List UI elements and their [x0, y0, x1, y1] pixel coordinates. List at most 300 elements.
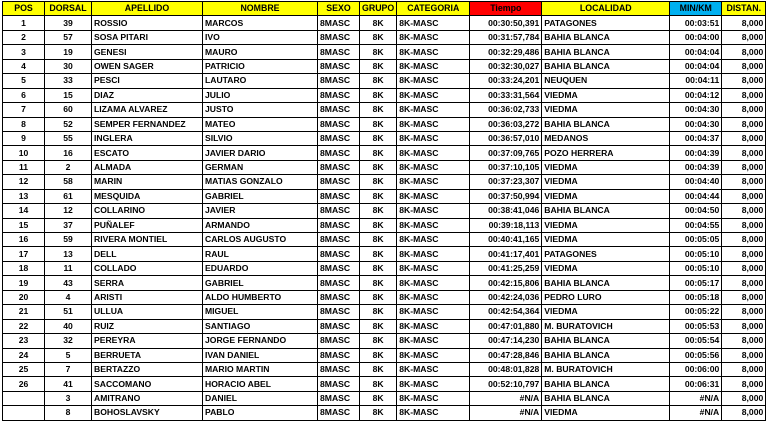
cell-categoria: 8K-MASC	[397, 74, 470, 88]
cell-apellido: ESCATO	[92, 146, 203, 160]
cell-dorsal: 3	[45, 391, 92, 405]
cell-sexo: 8MASC	[318, 276, 360, 290]
cell-nombre: ARMANDO	[203, 218, 318, 232]
cell-dorsal: 12	[45, 204, 92, 218]
cell-pos: 11	[3, 160, 45, 174]
cell-grupo: 8K	[360, 59, 397, 73]
cell-min-km: 00:06:31	[670, 377, 722, 391]
cell-pos: 3	[3, 45, 45, 59]
cell-categoria: 8K-MASC	[397, 131, 470, 145]
cell-min-km: 00:04:30	[670, 103, 722, 117]
cell-min-km: 00:04:39	[670, 160, 722, 174]
cell-sexo: 8MASC	[318, 45, 360, 59]
cell-apellido: ARISTI	[92, 290, 203, 304]
cell-localidad: POZO HERRERA	[542, 146, 670, 160]
cell-tiempo: 00:38:41,046	[470, 204, 542, 218]
cell-nombre: RAUL	[203, 247, 318, 261]
cell-apellido: DELL	[92, 247, 203, 261]
cell-sexo: 8MASC	[318, 160, 360, 174]
cell-pos: 15	[3, 218, 45, 232]
cell-tiempo: 00:37:10,105	[470, 160, 542, 174]
cell-nombre: JAVIER DARIO	[203, 146, 318, 160]
cell-min-km: 00:05:17	[670, 276, 722, 290]
cell-distancia: 8,000	[722, 146, 766, 160]
cell-localidad: MEDANOS	[542, 131, 670, 145]
cell-categoria: 8K-MASC	[397, 233, 470, 247]
cell-dorsal: 16	[45, 146, 92, 160]
cell-localidad: NEUQUEN	[542, 74, 670, 88]
cell-categoria: 8K-MASC	[397, 261, 470, 275]
cell-pos: 21	[3, 305, 45, 319]
cell-grupo: 8K	[360, 189, 397, 203]
table-row	[3, 175, 766, 189]
cell-apellido: LIZAMA ALVAREZ	[92, 103, 203, 117]
cell-apellido: ROSSIO	[92, 16, 203, 30]
cell-categoria: 8K-MASC	[397, 45, 470, 59]
cell-localidad: BAHIA BLANCA	[542, 59, 670, 73]
cell-localidad: BAHIA BLANCA	[542, 117, 670, 131]
cell-dorsal: 40	[45, 319, 92, 333]
cell-sexo: 8MASC	[318, 348, 360, 362]
cell-nombre: MIGUEL	[203, 305, 318, 319]
table-row	[3, 204, 766, 218]
cell-apellido: INGLERA	[92, 131, 203, 145]
cell-dorsal: 41	[45, 377, 92, 391]
cell-localidad: BAHIA BLANCA	[542, 204, 670, 218]
cell-nombre: SANTIAGO	[203, 319, 318, 333]
cell-categoria: 8K-MASC	[397, 362, 470, 376]
cell-nombre: MAURO	[203, 45, 318, 59]
cell-grupo: 8K	[360, 334, 397, 348]
cell-localidad: PATAGONES	[542, 247, 670, 261]
cell-apellido: ULLUA	[92, 305, 203, 319]
cell-pos: 25	[3, 362, 45, 376]
cell-min-km: 00:05:56	[670, 348, 722, 362]
cell-nombre: IVO	[203, 30, 318, 44]
cell-tiempo: 00:33:24,201	[470, 74, 542, 88]
table-row	[3, 319, 766, 333]
cell-sexo: 8MASC	[318, 74, 360, 88]
cell-distancia: 8,000	[722, 45, 766, 59]
cell-apellido: MARIN	[92, 175, 203, 189]
cell-distancia: 8,000	[722, 175, 766, 189]
cell-nombre: MATIAS GONZALO	[203, 175, 318, 189]
cell-grupo: 8K	[360, 117, 397, 131]
cell-tiempo: 00:36:57,010	[470, 131, 542, 145]
header-categoria: CATEGORIA	[397, 2, 470, 16]
table-row	[3, 146, 766, 160]
cell-dorsal: 4	[45, 290, 92, 304]
cell-distancia: 8,000	[722, 319, 766, 333]
cell-localidad: BAHIA BLANCA	[542, 391, 670, 405]
cell-distancia: 8,000	[722, 131, 766, 145]
cell-categoria: 8K-MASC	[397, 88, 470, 102]
cell-categoria: 8K-MASC	[397, 189, 470, 203]
cell-pos: 20	[3, 290, 45, 304]
cell-sexo: 8MASC	[318, 391, 360, 405]
cell-apellido: BOHOSLAVSKY	[92, 406, 203, 420]
cell-localidad: BAHIA BLANCA	[542, 45, 670, 59]
cell-pos: 12	[3, 175, 45, 189]
cell-apellido: BERRUETA	[92, 348, 203, 362]
cell-tiempo: 00:39:18,113	[470, 218, 542, 232]
cell-min-km: #N/A	[670, 406, 722, 420]
cell-nombre: GABRIEL	[203, 276, 318, 290]
cell-distancia: 8,000	[722, 276, 766, 290]
cell-dorsal: 32	[45, 334, 92, 348]
cell-dorsal: 5	[45, 348, 92, 362]
table-row	[3, 74, 766, 88]
cell-tiempo: #N/A	[470, 406, 542, 420]
cell-dorsal: 11	[45, 261, 92, 275]
cell-categoria: 8K-MASC	[397, 59, 470, 73]
cell-distancia: 8,000	[722, 59, 766, 73]
cell-tiempo: 00:37:09,765	[470, 146, 542, 160]
cell-apellido: RUIZ	[92, 319, 203, 333]
cell-tiempo: 00:42:15,806	[470, 276, 542, 290]
cell-categoria: 8K-MASC	[397, 117, 470, 131]
cell-min-km: 00:05:53	[670, 319, 722, 333]
cell-nombre: JUSTO	[203, 103, 318, 117]
cell-distancia: 8,000	[722, 160, 766, 174]
cell-distancia: 8,000	[722, 16, 766, 30]
cell-categoria: 8K-MASC	[397, 30, 470, 44]
cell-pos: 18	[3, 261, 45, 275]
table-row	[3, 45, 766, 59]
cell-sexo: 8MASC	[318, 175, 360, 189]
cell-min-km: 00:05:05	[670, 233, 722, 247]
cell-dorsal: 52	[45, 117, 92, 131]
cell-categoria: 8K-MASC	[397, 305, 470, 319]
table-row	[3, 131, 766, 145]
cell-nombre: HORACIO ABEL	[203, 377, 318, 391]
cell-apellido: ALMADA	[92, 160, 203, 174]
cell-tiempo: 00:37:50,994	[470, 189, 542, 203]
cell-dorsal: 19	[45, 45, 92, 59]
cell-apellido: SEMPER FERNANDEZ	[92, 117, 203, 131]
cell-distancia: 8,000	[722, 348, 766, 362]
cell-tiempo: 00:48:01,828	[470, 362, 542, 376]
cell-distancia: 8,000	[722, 189, 766, 203]
cell-categoria: 8K-MASC	[397, 348, 470, 362]
cell-dorsal: 2	[45, 160, 92, 174]
cell-categoria: 8K-MASC	[397, 16, 470, 30]
cell-nombre: PATRICIO	[203, 59, 318, 73]
cell-dorsal: 39	[45, 16, 92, 30]
header-min-km: MIN/KM	[670, 2, 722, 16]
cell-pos: 8	[3, 117, 45, 131]
cell-distancia: 8,000	[722, 103, 766, 117]
cell-distancia: 8,000	[722, 406, 766, 420]
cell-min-km: 00:04:55	[670, 218, 722, 232]
cell-tiempo: 00:40:41,165	[470, 233, 542, 247]
cell-localidad: VIEDMA	[542, 189, 670, 203]
table-row	[3, 276, 766, 290]
table-row	[3, 189, 766, 203]
cell-min-km: 00:04:11	[670, 74, 722, 88]
cell-sexo: 8MASC	[318, 103, 360, 117]
cell-min-km: 00:04:37	[670, 131, 722, 145]
cell-localidad: VIEDMA	[542, 88, 670, 102]
cell-distancia: 8,000	[722, 391, 766, 405]
table-row	[3, 406, 766, 420]
cell-apellido: SOSA PITARI	[92, 30, 203, 44]
cell-pos: 23	[3, 334, 45, 348]
cell-apellido: COLLADO	[92, 261, 203, 275]
cell-min-km: 00:04:39	[670, 146, 722, 160]
table-row	[3, 160, 766, 174]
cell-sexo: 8MASC	[318, 131, 360, 145]
cell-nombre: LAUTARO	[203, 74, 318, 88]
cell-distancia: 8,000	[722, 88, 766, 102]
header-dorsal: DORSAL	[45, 2, 92, 16]
cell-min-km: 00:04:00	[670, 30, 722, 44]
cell-categoria: 8K-MASC	[397, 290, 470, 304]
cell-sexo: 8MASC	[318, 218, 360, 232]
cell-distancia: 8,000	[722, 233, 766, 247]
cell-apellido: PESCI	[92, 74, 203, 88]
cell-sexo: 8MASC	[318, 377, 360, 391]
cell-min-km: 00:04:04	[670, 45, 722, 59]
table-row	[3, 103, 766, 117]
cell-dorsal: 51	[45, 305, 92, 319]
cell-grupo: 8K	[360, 103, 397, 117]
cell-nombre: JORGE FERNANDO	[203, 334, 318, 348]
cell-tiempo: 00:32:29,486	[470, 45, 542, 59]
cell-pos: 10	[3, 146, 45, 160]
cell-tiempo: 00:32:30,027	[470, 59, 542, 73]
cell-grupo: 8K	[360, 233, 397, 247]
cell-apellido: COLLARINO	[92, 204, 203, 218]
cell-min-km: 00:04:12	[670, 88, 722, 102]
cell-pos: 19	[3, 276, 45, 290]
cell-pos: 17	[3, 247, 45, 261]
cell-dorsal: 61	[45, 189, 92, 203]
cell-grupo: 8K	[360, 218, 397, 232]
cell-localidad: VIEDMA	[542, 160, 670, 174]
cell-tiempo: 00:47:14,230	[470, 334, 542, 348]
cell-min-km: 00:05:22	[670, 305, 722, 319]
cell-distancia: 8,000	[722, 74, 766, 88]
cell-nombre: GERMAN	[203, 160, 318, 174]
table-row	[3, 117, 766, 131]
cell-dorsal: 7	[45, 362, 92, 376]
cell-grupo: 8K	[360, 146, 397, 160]
cell-sexo: 8MASC	[318, 204, 360, 218]
cell-tiempo: 00:37:23,307	[470, 175, 542, 189]
table-row	[3, 362, 766, 376]
cell-grupo: 8K	[360, 247, 397, 261]
cell-localidad: M. BURATOVICH	[542, 362, 670, 376]
table-row	[3, 290, 766, 304]
cell-grupo: 8K	[360, 74, 397, 88]
cell-sexo: 8MASC	[318, 305, 360, 319]
header-grupo: GRUPO	[360, 2, 397, 16]
cell-localidad: VIEDMA	[542, 233, 670, 247]
cell-grupo: 8K	[360, 362, 397, 376]
cell-grupo: 8K	[360, 204, 397, 218]
cell-tiempo: 00:33:31,564	[470, 88, 542, 102]
cell-nombre: MATEO	[203, 117, 318, 131]
cell-localidad: BAHIA BLANCA	[542, 348, 670, 362]
cell-sexo: 8MASC	[318, 88, 360, 102]
cell-nombre: MARIO MARTIN	[203, 362, 318, 376]
cell-sexo: 8MASC	[318, 16, 360, 30]
cell-tiempo: 00:36:03,272	[470, 117, 542, 131]
cell-pos: 14	[3, 204, 45, 218]
cell-min-km: 00:05:10	[670, 247, 722, 261]
cell-nombre: CARLOS AUGUSTO	[203, 233, 318, 247]
cell-pos: 24	[3, 348, 45, 362]
cell-localidad: BAHIA BLANCA	[542, 30, 670, 44]
header-pos: POS	[3, 2, 45, 16]
cell-dorsal: 60	[45, 103, 92, 117]
cell-tiempo: 00:42:24,036	[470, 290, 542, 304]
cell-categoria: 8K-MASC	[397, 160, 470, 174]
cell-localidad: VIEDMA	[542, 218, 670, 232]
table-row	[3, 30, 766, 44]
cell-sexo: 8MASC	[318, 247, 360, 261]
cell-sexo: 8MASC	[318, 233, 360, 247]
cell-tiempo: 00:41:17,401	[470, 247, 542, 261]
cell-categoria: 8K-MASC	[397, 218, 470, 232]
table-row	[3, 247, 766, 261]
cell-nombre: JULIO	[203, 88, 318, 102]
cell-pos: 1	[3, 16, 45, 30]
cell-dorsal: 43	[45, 276, 92, 290]
cell-grupo: 8K	[360, 377, 397, 391]
cell-nombre: MARCOS	[203, 16, 318, 30]
cell-grupo: 8K	[360, 45, 397, 59]
table-row	[3, 348, 766, 362]
cell-distancia: 8,000	[722, 247, 766, 261]
cell-tiempo: 00:52:10,797	[470, 377, 542, 391]
cell-min-km: 00:04:44	[670, 189, 722, 203]
cell-apellido: SERRA	[92, 276, 203, 290]
cell-apellido: RIVERA MONTIEL	[92, 233, 203, 247]
cell-grupo: 8K	[360, 16, 397, 30]
cell-nombre: SILVIO	[203, 131, 318, 145]
table-row	[3, 334, 766, 348]
cell-min-km: 00:05:18	[670, 290, 722, 304]
cell-min-km: 00:05:10	[670, 261, 722, 275]
cell-dorsal: 55	[45, 131, 92, 145]
header-localidad: LOCALIDAD	[542, 2, 670, 16]
cell-localidad: VIEDMA	[542, 103, 670, 117]
cell-nombre: DANIEL	[203, 391, 318, 405]
cell-apellido: AMITRANO	[92, 391, 203, 405]
cell-min-km: 00:05:54	[670, 334, 722, 348]
cell-nombre: IVAN DANIEL	[203, 348, 318, 362]
cell-tiempo: 00:47:28,846	[470, 348, 542, 362]
cell-sexo: 8MASC	[318, 319, 360, 333]
cell-pos: 16	[3, 233, 45, 247]
cell-min-km: 00:04:40	[670, 175, 722, 189]
cell-localidad: PEDRO LURO	[542, 290, 670, 304]
cell-localidad: VIEDMA	[542, 175, 670, 189]
table-row	[3, 233, 766, 247]
cell-dorsal: 30	[45, 59, 92, 73]
cell-sexo: 8MASC	[318, 189, 360, 203]
cell-distancia: 8,000	[722, 377, 766, 391]
cell-dorsal: 37	[45, 218, 92, 232]
cell-sexo: 8MASC	[318, 290, 360, 304]
cell-pos: 2	[3, 30, 45, 44]
cell-apellido: SACCOMANO	[92, 377, 203, 391]
cell-localidad: VIEDMA	[542, 406, 670, 420]
table-row	[3, 59, 766, 73]
header-apellido: APELLIDO	[92, 2, 203, 16]
cell-sexo: 8MASC	[318, 334, 360, 348]
cell-dorsal: 57	[45, 30, 92, 44]
cell-apellido: BERTAZZO	[92, 362, 203, 376]
cell-nombre: ALDO HUMBERTO	[203, 290, 318, 304]
cell-pos: 22	[3, 319, 45, 333]
cell-categoria: 8K-MASC	[397, 146, 470, 160]
cell-sexo: 8MASC	[318, 362, 360, 376]
cell-categoria: 8K-MASC	[397, 175, 470, 189]
cell-sexo: 8MASC	[318, 59, 360, 73]
cell-grupo: 8K	[360, 261, 397, 275]
cell-min-km: 00:04:04	[670, 59, 722, 73]
cell-distancia: 8,000	[722, 305, 766, 319]
cell-apellido: PEREYRA	[92, 334, 203, 348]
cell-sexo: 8MASC	[318, 30, 360, 44]
cell-pos: 9	[3, 131, 45, 145]
cell-grupo: 8K	[360, 160, 397, 174]
cell-categoria: 8K-MASC	[397, 319, 470, 333]
cell-pos: 6	[3, 88, 45, 102]
cell-apellido: MESQUIDA	[92, 189, 203, 203]
table-row	[3, 391, 766, 405]
cell-nombre: PABLO	[203, 406, 318, 420]
cell-localidad: M. BURATOVICH	[542, 319, 670, 333]
cell-localidad: VIEDMA	[542, 261, 670, 275]
cell-distancia: 8,000	[722, 362, 766, 376]
cell-localidad: VIEDMA	[542, 305, 670, 319]
cell-dorsal: 8	[45, 406, 92, 420]
cell-distancia: 8,000	[722, 290, 766, 304]
cell-distancia: 8,000	[722, 261, 766, 275]
results-table	[2, 1, 766, 421]
cell-min-km: 00:04:50	[670, 204, 722, 218]
cell-grupo: 8K	[360, 131, 397, 145]
table-row	[3, 16, 766, 30]
header-row	[3, 2, 766, 16]
cell-distancia: 8,000	[722, 218, 766, 232]
cell-dorsal: 15	[45, 88, 92, 102]
cell-apellido: PUÑALEF	[92, 218, 203, 232]
cell-categoria: 8K-MASC	[397, 103, 470, 117]
cell-apellido: DIAZ	[92, 88, 203, 102]
cell-sexo: 8MASC	[318, 117, 360, 131]
cell-grupo: 8K	[360, 305, 397, 319]
cell-categoria: 8K-MASC	[397, 377, 470, 391]
cell-pos	[3, 406, 45, 420]
cell-min-km: 00:04:30	[670, 117, 722, 131]
cell-pos: 13	[3, 189, 45, 203]
cell-tiempo: 00:42:54,364	[470, 305, 542, 319]
cell-grupo: 8K	[360, 88, 397, 102]
cell-tiempo: 00:36:02,733	[470, 103, 542, 117]
cell-grupo: 8K	[360, 348, 397, 362]
cell-grupo: 8K	[360, 175, 397, 189]
cell-grupo: 8K	[360, 319, 397, 333]
cell-localidad: PATAGONES	[542, 16, 670, 30]
results-body	[3, 16, 766, 420]
cell-apellido: OWEN SAGER	[92, 59, 203, 73]
cell-grupo: 8K	[360, 406, 397, 420]
